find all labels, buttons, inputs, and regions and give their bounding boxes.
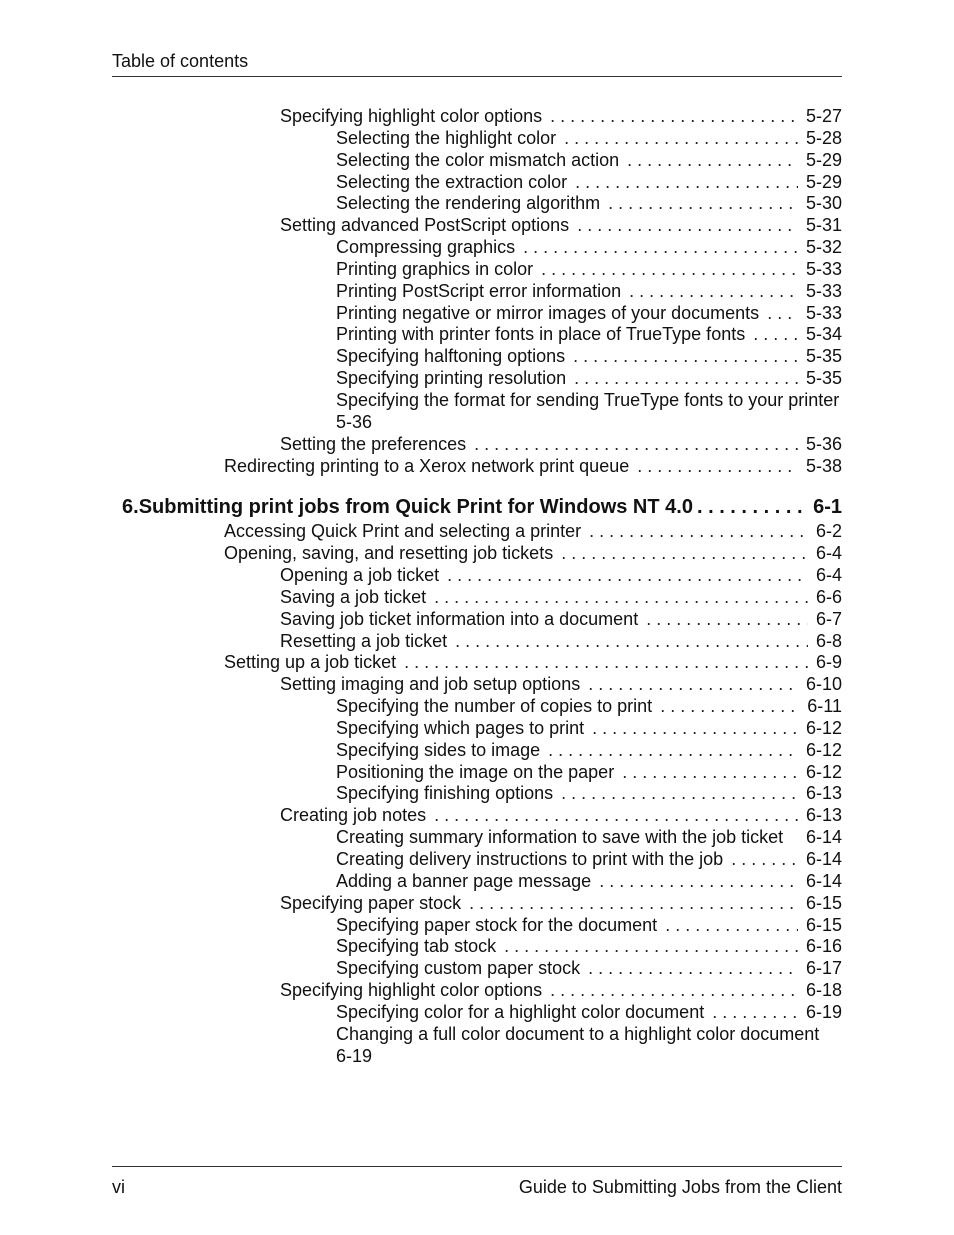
toc-entry[interactable] (112, 674, 842, 696)
footer-page-number: vi (112, 1177, 125, 1197)
toc-entry-title: Setting imaging and job setup options (280, 674, 581, 695)
toc-entry-title: Specifying halftoning options (336, 346, 566, 367)
toc-entry-page: 5-35 (805, 368, 842, 389)
toc-entry-page: 6-4 (815, 543, 842, 564)
dot-leader (608, 193, 798, 215)
toc-entry[interactable] (112, 259, 842, 281)
toc-entry[interactable] (112, 281, 842, 303)
dot-leader (550, 106, 798, 128)
toc-entry-title: Specifying paper stock for the document (336, 914, 658, 935)
toc-entry[interactable] (112, 456, 842, 478)
dot-leader (561, 543, 808, 565)
page-header (112, 50, 842, 77)
toc-entry-title: Creating summary information to save with the job ticket (336, 827, 784, 848)
toc-entry[interactable] (112, 631, 842, 653)
dot-leader (646, 609, 808, 631)
dot-leader (523, 237, 798, 259)
chapter-number: 6. (122, 496, 139, 519)
toc-entry-title: Specifying paper stock (280, 892, 462, 913)
toc-entry-title: Specifying sides to image (336, 739, 541, 760)
toc-entry[interactable] (112, 1002, 842, 1024)
dot-leader (599, 871, 798, 893)
toc-entry[interactable] (112, 434, 842, 456)
dot-leader (434, 805, 798, 827)
toc-entry-page: 5-36 (805, 433, 842, 454)
toc-entry-title: Setting the preferences (280, 433, 467, 454)
toc-entry[interactable] (112, 172, 842, 194)
toc-entry-page: 6-17 (805, 958, 842, 979)
toc-entry[interactable] (112, 390, 842, 434)
toc-entry-title: Opening a job ticket (280, 565, 440, 586)
dot-leader (574, 368, 798, 390)
toc-entry-title: Selecting the highlight color (336, 127, 557, 148)
dot-leader (588, 958, 798, 980)
toc-entry-page: 5-36 (336, 411, 373, 432)
toc-entry-title: Specifying color for a highlight color document (336, 1001, 705, 1022)
dot-leader (550, 980, 798, 1002)
toc-entry-title: Printing negative or mirror images of your documents (336, 302, 760, 323)
toc-entry[interactable] (112, 740, 842, 762)
toc-entry-page: 6-19 (336, 1045, 373, 1066)
toc-entry-page: 5-38 (805, 455, 842, 476)
dot-leader (589, 521, 808, 543)
toc-entry-page: 5-31 (805, 215, 842, 236)
toc-entry-page: 6-12 (805, 761, 842, 782)
toc-entry[interactable] (112, 237, 842, 259)
toc-entry[interactable] (112, 827, 842, 849)
toc-entry[interactable] (112, 324, 842, 346)
toc-entry[interactable] (112, 106, 842, 128)
toc-entry[interactable] (112, 718, 842, 740)
toc-entry-page: 6-15 (805, 892, 842, 913)
header-title: Table of contents (112, 51, 249, 71)
chapter-page: 6-1 (813, 496, 842, 519)
toc-entry-page: 6-10 (805, 674, 842, 695)
toc-entry[interactable] (112, 346, 842, 368)
toc-entry-page: 5-28 (805, 127, 842, 148)
toc-entry-title: Compressing graphics (336, 237, 516, 258)
toc-entry-title: Printing graphics in color (336, 258, 534, 279)
toc-entry-title: Saving a job ticket (280, 586, 427, 607)
toc-entry[interactable] (112, 368, 842, 390)
toc-entry-page: 5-29 (805, 171, 842, 192)
toc-entry-page: 5-33 (805, 258, 842, 279)
toc-entry-title: Setting up a job ticket (224, 652, 397, 673)
toc-entry-title: Printing with printer fonts in place of TrueType fonts (336, 324, 746, 345)
toc-entry[interactable] (112, 193, 842, 215)
dot-leader (753, 324, 798, 346)
toc-entry[interactable] (112, 215, 842, 237)
footer-doc-title: Guide to Submitting Jobs from the Client (518, 1177, 842, 1197)
toc-entry-page: 6-13 (805, 805, 842, 826)
toc-entry-title: Changing a full color document to a highlight color document (336, 1023, 820, 1044)
dot-leader (575, 172, 798, 194)
toc-entry[interactable] (112, 1024, 842, 1068)
dot-leader (541, 259, 798, 281)
toc-entry-page: 6-14 (805, 870, 842, 891)
dot-leader (455, 631, 808, 653)
toc-entry[interactable] (112, 609, 842, 631)
toc-entry-page: 6-2 (815, 521, 842, 542)
toc-entry[interactable] (112, 303, 842, 325)
toc-entry-title: Creating delivery instructions to print with the job (336, 849, 724, 869)
toc-entry-page: 6-9 (815, 652, 842, 673)
dot-leader (564, 128, 798, 150)
toc-entry-page: 5-34 (805, 324, 842, 345)
toc-entry-title: Specifying the number of copies to print (336, 696, 653, 717)
toc-entry-title: Adding a banner page message (336, 870, 592, 891)
toc-entry[interactable] (112, 871, 842, 893)
toc-entry-title: Selecting the extraction color (336, 171, 568, 192)
dot-leader (660, 696, 799, 718)
toc-entry[interactable] (112, 893, 842, 915)
dot-leader (665, 915, 798, 937)
toc-entry-page: 6-6 (815, 586, 842, 607)
toc-entry[interactable] (112, 128, 842, 150)
toc-entry[interactable] (112, 936, 842, 958)
toc-entry-title: Specifying highlight color options (280, 980, 543, 1001)
toc-entry-page: 6-8 (815, 630, 842, 651)
toc-entry-page: 6-4 (815, 565, 842, 586)
chapter-title: Submitting print jobs from Quick Print for Windows NT 4.0 (138, 496, 693, 519)
toc-entry-page: 6-14 (805, 827, 842, 848)
toc-entry-page: 5-33 (805, 302, 842, 323)
toc-entry-page: 5-33 (805, 280, 842, 301)
toc-entry[interactable] (112, 652, 842, 674)
toc-entry-title: Setting advanced PostScript options (280, 215, 570, 236)
toc-entry[interactable] (112, 849, 842, 871)
toc-entry[interactable] (112, 980, 842, 1002)
dot-leader (767, 303, 798, 325)
dot-leader (712, 1002, 798, 1024)
dot-leader (629, 281, 798, 303)
toc-entry[interactable] (112, 587, 842, 609)
toc-entry[interactable] (112, 762, 842, 784)
toc-entry-title: Accessing Quick Print and selecting a printer (224, 521, 582, 542)
toc-entry-title: Saving job ticket information into a document (280, 608, 639, 629)
toc-entry-page: 6-12 (805, 717, 842, 738)
dot-leader (474, 434, 798, 456)
toc-entry-title: Specifying tab stock (336, 936, 497, 957)
dot-leader (588, 674, 798, 696)
toc-entry-title: Specifying which pages to print (336, 717, 585, 738)
dot-leader (731, 849, 798, 871)
toc-group-chapter6 (112, 521, 842, 1067)
dot-leader (504, 936, 798, 958)
toc-entry-title: Resetting a job ticket (280, 630, 448, 651)
toc-entry[interactable] (112, 150, 842, 172)
dot-leader (404, 652, 808, 674)
toc-entry-page: 5-29 (805, 149, 842, 170)
toc-entry[interactable] (112, 783, 842, 805)
dot-leader (469, 893, 798, 915)
toc-entry[interactable] (112, 543, 842, 565)
toc-entry-title: Selecting the color mismatch action (336, 149, 620, 170)
toc-entry[interactable] (112, 696, 842, 718)
toc-entry[interactable] (112, 805, 842, 827)
toc-entry-page: 5-27 (805, 106, 842, 126)
toc-entry-page: 6-15 (805, 914, 842, 935)
toc-entry-page: 6-7 (815, 608, 842, 629)
page-footer (112, 1166, 842, 1198)
dot-leader (447, 565, 808, 587)
toc-entry-page: 5-30 (805, 193, 842, 214)
dot-leader (627, 150, 798, 172)
toc-entry-title: Redirecting printing to a Xerox network print queue (224, 455, 630, 476)
toc-entry[interactable] (112, 565, 842, 587)
toc-entry-page: 6-12 (805, 739, 842, 760)
dot-leader (622, 762, 798, 784)
dot-leader (697, 495, 809, 519)
dot-leader (561, 783, 798, 805)
toc-entry-title: Specifying printing resolution (336, 368, 567, 389)
dot-leader (434, 587, 808, 609)
toc-entry-page: 6-13 (805, 783, 842, 804)
dot-leader (592, 718, 798, 740)
toc-group-chapter5 (112, 106, 842, 477)
dot-leader (577, 215, 798, 237)
toc-entry-title: Specifying the format for sending TrueType fonts to your printer (336, 389, 840, 410)
toc-entry-page: 6-11 (807, 696, 842, 717)
toc-entry-title: Specifying highlight color options (280, 106, 543, 126)
toc-entry[interactable] (112, 521, 842, 543)
toc-entry[interactable] (112, 915, 842, 937)
dot-leader (548, 740, 798, 762)
toc-entry-title: Selecting the rendering algorithm (336, 193, 601, 214)
toc-entry-title: Printing PostScript error information (336, 280, 622, 301)
chapter-heading[interactable] (112, 495, 842, 519)
toc-entry-title: Specifying custom paper stock (336, 958, 581, 979)
dot-leader (637, 456, 798, 478)
toc-entry-page: 6-16 (805, 936, 842, 957)
toc-entry-page: 6-18 (805, 980, 842, 1001)
toc-entry-title: Specifying finishing options (336, 783, 554, 804)
toc-entry-page: 6-19 (805, 1001, 842, 1022)
toc-entry-title: Creating job notes (280, 805, 427, 826)
toc-entry-page: 5-32 (805, 237, 842, 258)
dot-leader (573, 346, 798, 368)
toc-entry-title: Opening, saving, and resetting job tickets (224, 543, 554, 564)
toc-entry-title: Positioning the image on the paper (336, 761, 615, 782)
toc-entry-page: 6-14 (805, 849, 842, 869)
toc-entry[interactable] (112, 958, 842, 980)
table-of-contents (112, 106, 842, 1067)
toc-entry-page: 5-35 (805, 346, 842, 367)
